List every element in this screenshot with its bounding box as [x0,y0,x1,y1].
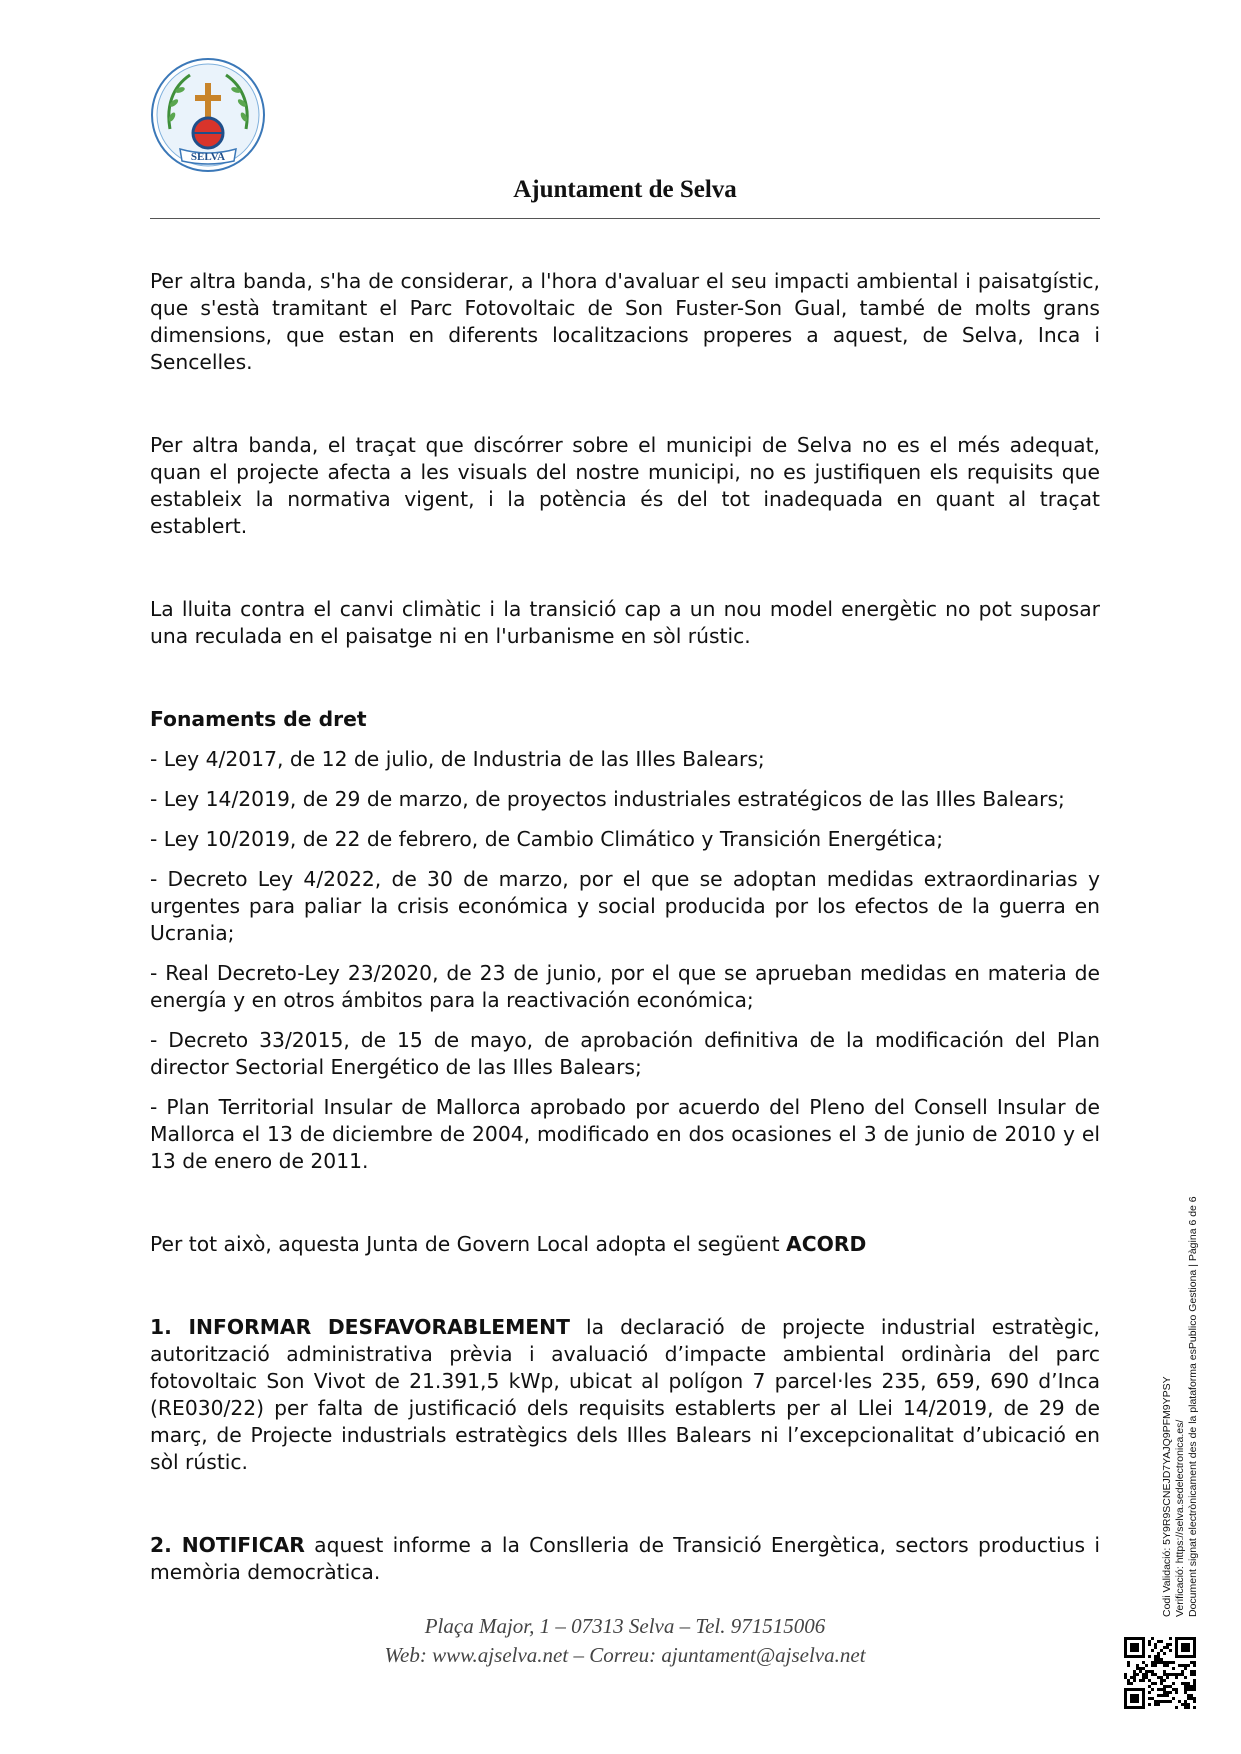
resolution-item-2 [150,1532,1100,1586]
resolution-item-2-text: aquest informe a la Conslleria de Transició Energètica, sectors productius i memòria democràtica. [150,1533,1100,1584]
verification-url: Verificació: https://selva.sedelectronica.es/ [1174,1419,1186,1617]
resolution-item-1-text: la declaració de projecte industrial estratègic, autorització administrativa prèvia i avaluació d’impacte ambiental ordinària del parc fotovoltaic Son Vivot de 21.391,5 kWp, ubicat al polígon 7 parcel·les 235, 659, 690 d’Inca (RE030/22) per falta de justificació dels requisits establerts per al Llei 14/2019, de 29 de març, de Projecte industrials estratègics dels Illes Balears ni l’excepcionalitat d’ubicació en sòl rústic. [150,1315,1101,1474]
law-item: - Real Decreto-Ley 23/2020, de 23 de junio, por el que se aprueban medidas en materia de energía y en otros ámbitos para la reactivación económica; [150,961,1100,1012]
logo-text: SELVA [190,151,226,163]
paragraph: Per altra banda, s'ha de considerar, a l'hora d'avaluar el seu impacti ambiental i paisatgístic, que s'està tramitant el Parc Fotovoltaic de Son Fuster-Son Gual, també de molts grans dimensions, que estan en diferents localitzacions properes a aquest, de Selva, Inca i Sencelles. [150,269,1100,374]
law-item: - Decreto Ley 4/2022, de 30 de marzo, por el que se adoptan medidas extraordinarias y urgentes para paliar la crisis económica y social producida por los efectos de la guerra en Ucrania; [150,867,1100,945]
resolution-item-1-title: 1. INFORMAR DESFAVORABLEMENT [150,1315,570,1339]
footer [300,1612,950,1670]
header-divider [150,218,1100,219]
validation-code: Codi Validació: 5Y9R9SCNEJD7YAJQ9PFM9YPSY [1161,1376,1173,1617]
law-item: - Decreto 33/2015, de 15 de mayo, de aprobación definitiva de la modificación del Plan director Sectorial Energético de las Illes Balears; [150,1028,1100,1079]
page-title: Ajuntament de Selva [513,176,737,203]
paragraph: Per altra banda, el traçat que discórrer sobre el municipi de Selva no es el més adequat, quan el projecte afecta a les visuals del nostre municipi, no es justifiquen els requisits que estableix la normativa vigent, i la potència és del tot inadequada en quant al traçat establert. [150,433,1100,538]
acord-intro-text: Per tot això, aquesta Junta de Govern Local adopta el següent [150,1232,786,1256]
municipal-logo [150,57,266,173]
law-item: - Ley 14/2019, de 29 de marzo, de proyectos industriales estratégicos de las Illes Balears; [150,787,1065,811]
paragraph: La lluita contra el canvi climàtic i la transició cap a un nou model energètic no pot suposar una reculada en el paisatge ni en l'urbanisme en sòl rústic. [150,597,1100,648]
law-item: - Ley 4/2017, de 12 de julio, de Industria de las Illes Balears; [150,747,765,771]
footer-address: Plaça Major, 1 – 07313 Selva – Tel. 971515006 [424,1614,826,1638]
resolution-item-1 [150,1314,1100,1476]
resolution-item-2-title: 2. NOTIFICAR [150,1533,305,1557]
acord-intro [150,1231,1100,1258]
acord-word: ACORD [786,1232,867,1256]
section-heading: Fonaments de dret [150,707,367,731]
signature-notice: Document signat electrònicament des de la plataforma esPublico Gestiona | Pàgina 6 de 6 [1187,1196,1199,1617]
law-item: - Plan Territorial Insular de Mallorca aprobado por acuerdo del Pleno del Consell Insular de Mallorca el 13 de diciembre de 2004, modificado en dos ocasiones el 3 de junio de 2010 y el 13 de enero de 2011. [150,1095,1100,1173]
qr-code-icon [1124,1637,1196,1709]
document-body [150,268,1100,1586]
footer-contact: Web: www.ajselva.net – Correu: ajuntament@ajselva.net [384,1643,866,1667]
law-item: - Ley 10/2019, de 22 de febrero, de Cambio Climático y Transición Energética; [150,827,944,851]
